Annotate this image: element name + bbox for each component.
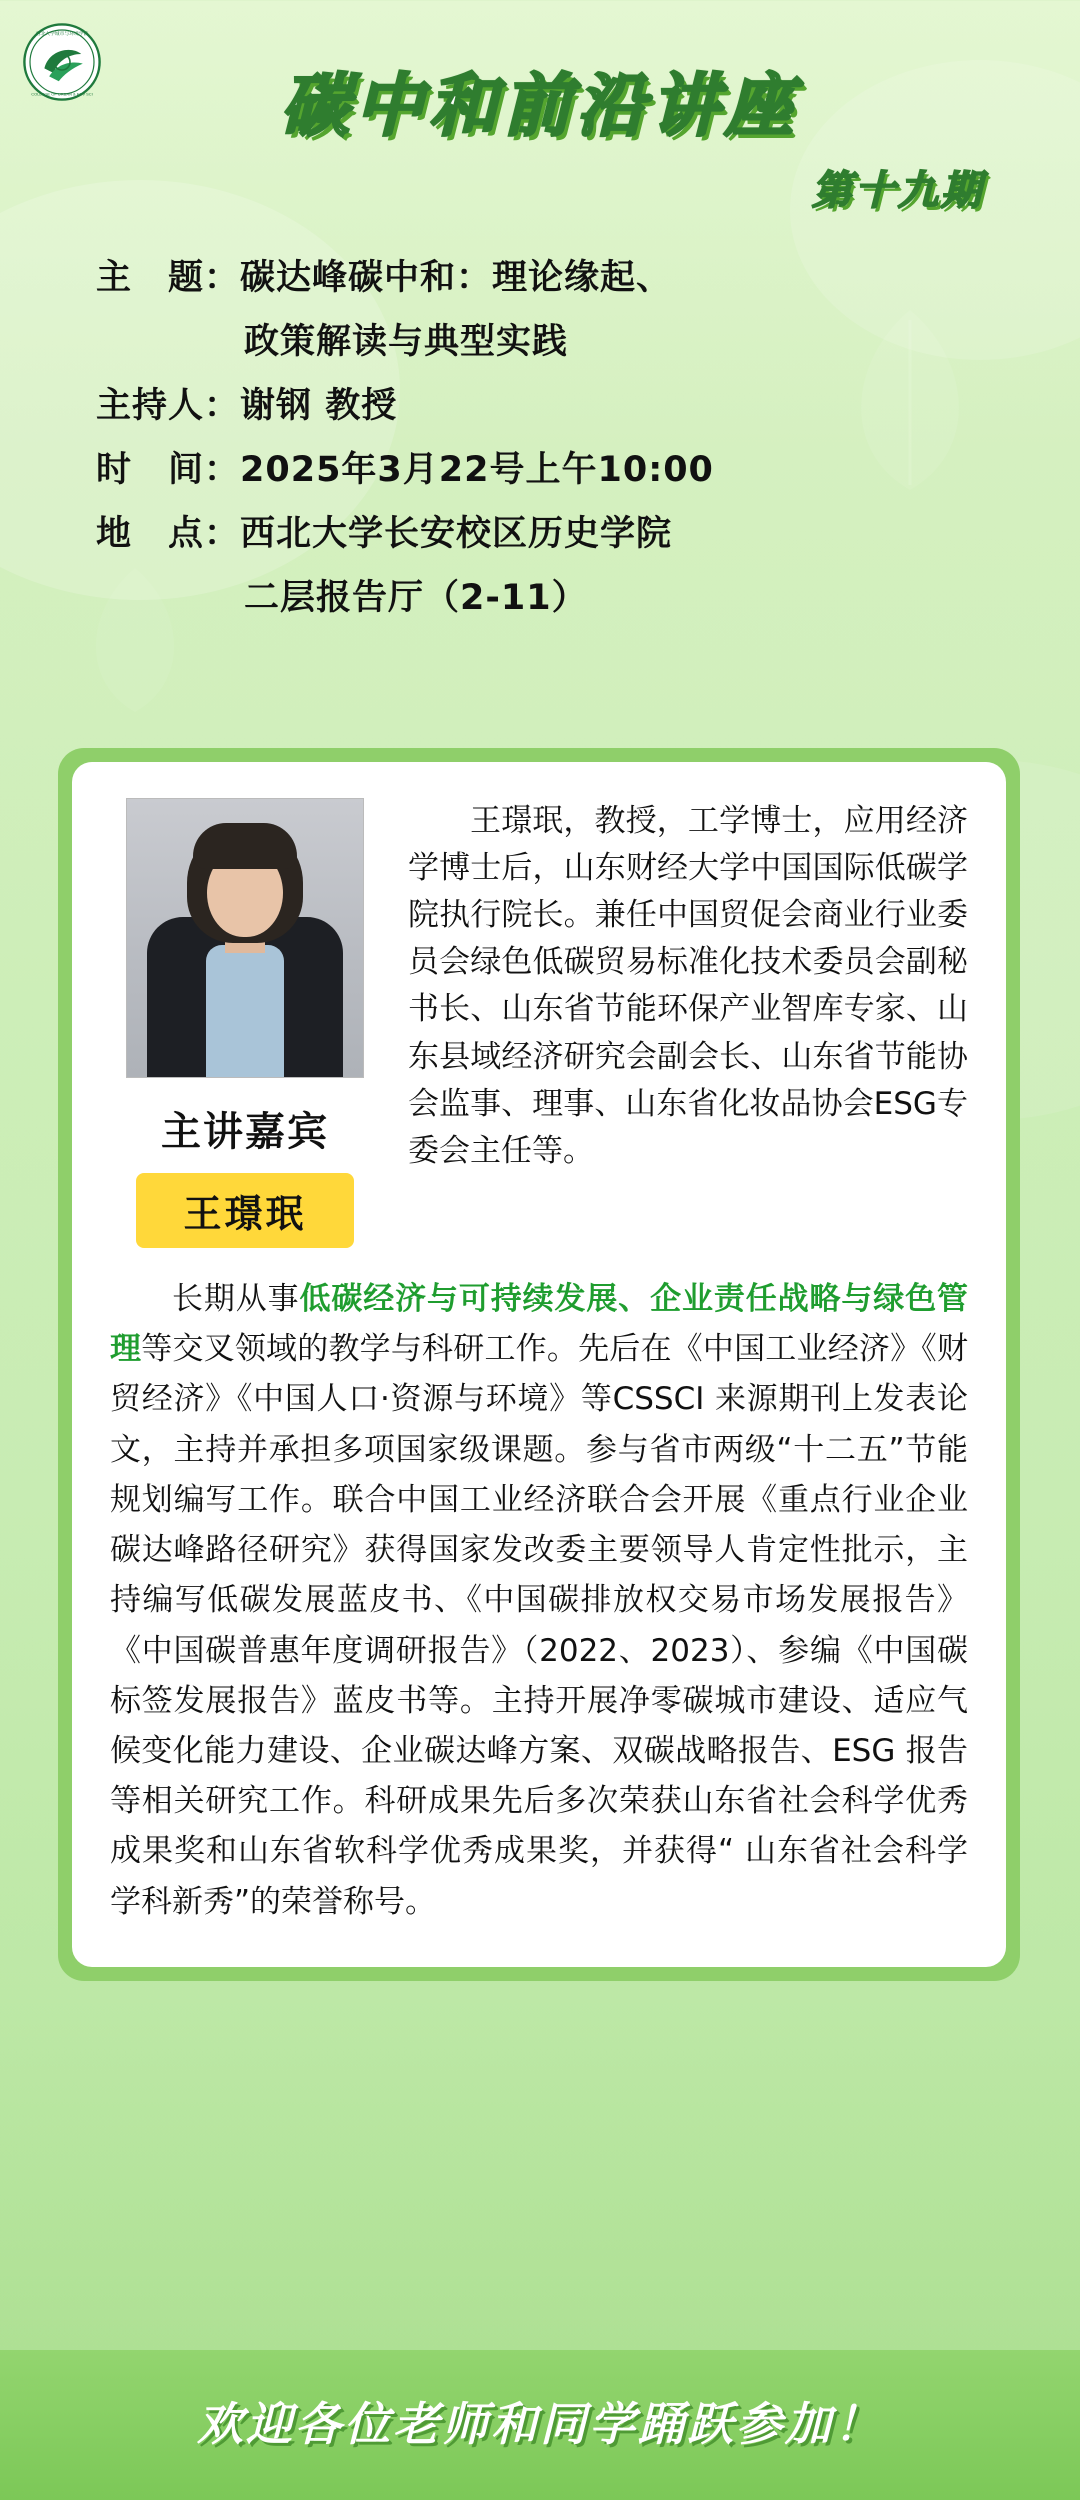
detail-highlight: 低碳经济与可持续发展、企业责任战略与绿色管理: [110, 1281, 968, 1368]
info-label-time: 时 间：: [96, 450, 241, 490]
poster-header: [0, 0, 1080, 216]
speaker-portrait: [126, 798, 364, 1078]
info-value-time: 2025年3月22号上午10:00: [240, 450, 714, 490]
speaker-card: [58, 748, 1020, 1981]
university-emblem-icon: [22, 22, 102, 102]
info-value-place-line2: 二层报告厅（2-11）: [244, 578, 588, 618]
info-value-topic-line2: 政策解读与典型实践: [244, 322, 569, 362]
detail-part1: 长期从事: [172, 1281, 300, 1317]
guest-detail-paragraph: [110, 1274, 968, 1927]
guest-bio: 王璟珉，教授，工学博士，应用经济学博士后，山东财经大学中国国际低碳学院执行院长。兼任中国贸促会商业行业委员会绿色低碳贸易标准化技术委员会副秘书长、山东省节能环保产业智库专家、山东县域经济研究会副会长、山东省节能协会监事、理事、山东省化妆品协会ESG专委会主任等。: [408, 803, 968, 1169]
svg-text:COLLEGE OF URBAN & ENV SCI: COLLEGE OF URBAN & ENV SCI: [31, 91, 93, 97]
info-label-place: 地 点：: [96, 514, 241, 554]
page-title: 碳中和前沿讲座: [280, 67, 799, 146]
issue-number: 第十九期: [812, 168, 984, 214]
detail-part2: 等交叉领域的教学与科研工作。先后在《中国工业经济》《财贸经济》《中国人口·资源与环境》等CSSCI 来源期刊上发表论文，主持并承担多项国家级课题。参与省市两级“十二五”节能规划编写工作。联合中国工业经济联合会开展《重点行业企业碳达峰路径研究》获得国家发改委主要领导人肯定性批示，主持编写低碳发展蓝皮书、《中国碳排放权交易市场发展报告》《中国碳普惠年度调研报告》（2022、2023）、参编《中国碳标签发展报告》蓝皮书等。主持开展净零碳城市建设、适应气候变化能力建设、企业碳达峰方案、双碳战略报告、ESG 报告等相关研究工作。科研成果先后多次荣获山东省社会科学优秀成果奖和山东省软科学优秀成果奖，并获得“ 山东省社会科学学科新秀”的荣誉称号。: [110, 1331, 969, 1920]
info-label-topic: 主 题：: [96, 258, 241, 298]
info-row: [96, 378, 1080, 428]
footer-welcome-text: 欢迎各位老师和同学踊跃参加！: [197, 2397, 883, 2451]
guest-name-badge: 王璟珉: [136, 1173, 354, 1248]
info-value-place: 西北大学长安校区历史学院: [240, 514, 673, 554]
info-value-topic: 碳达峰碳中和：理论缘起、: [240, 258, 673, 298]
info-value-host: 谢钢 教授: [240, 386, 398, 426]
event-info: [96, 250, 1080, 620]
info-row: [96, 442, 1080, 492]
guest-role-label: 主讲嘉宾: [161, 1109, 329, 1155]
info-row: [96, 506, 1080, 556]
info-row: [96, 250, 1080, 300]
info-label-host: 主持人：: [96, 386, 241, 426]
svg-text:西北大学城市与环境学院: 西北大学城市与环境学院: [35, 31, 89, 37]
